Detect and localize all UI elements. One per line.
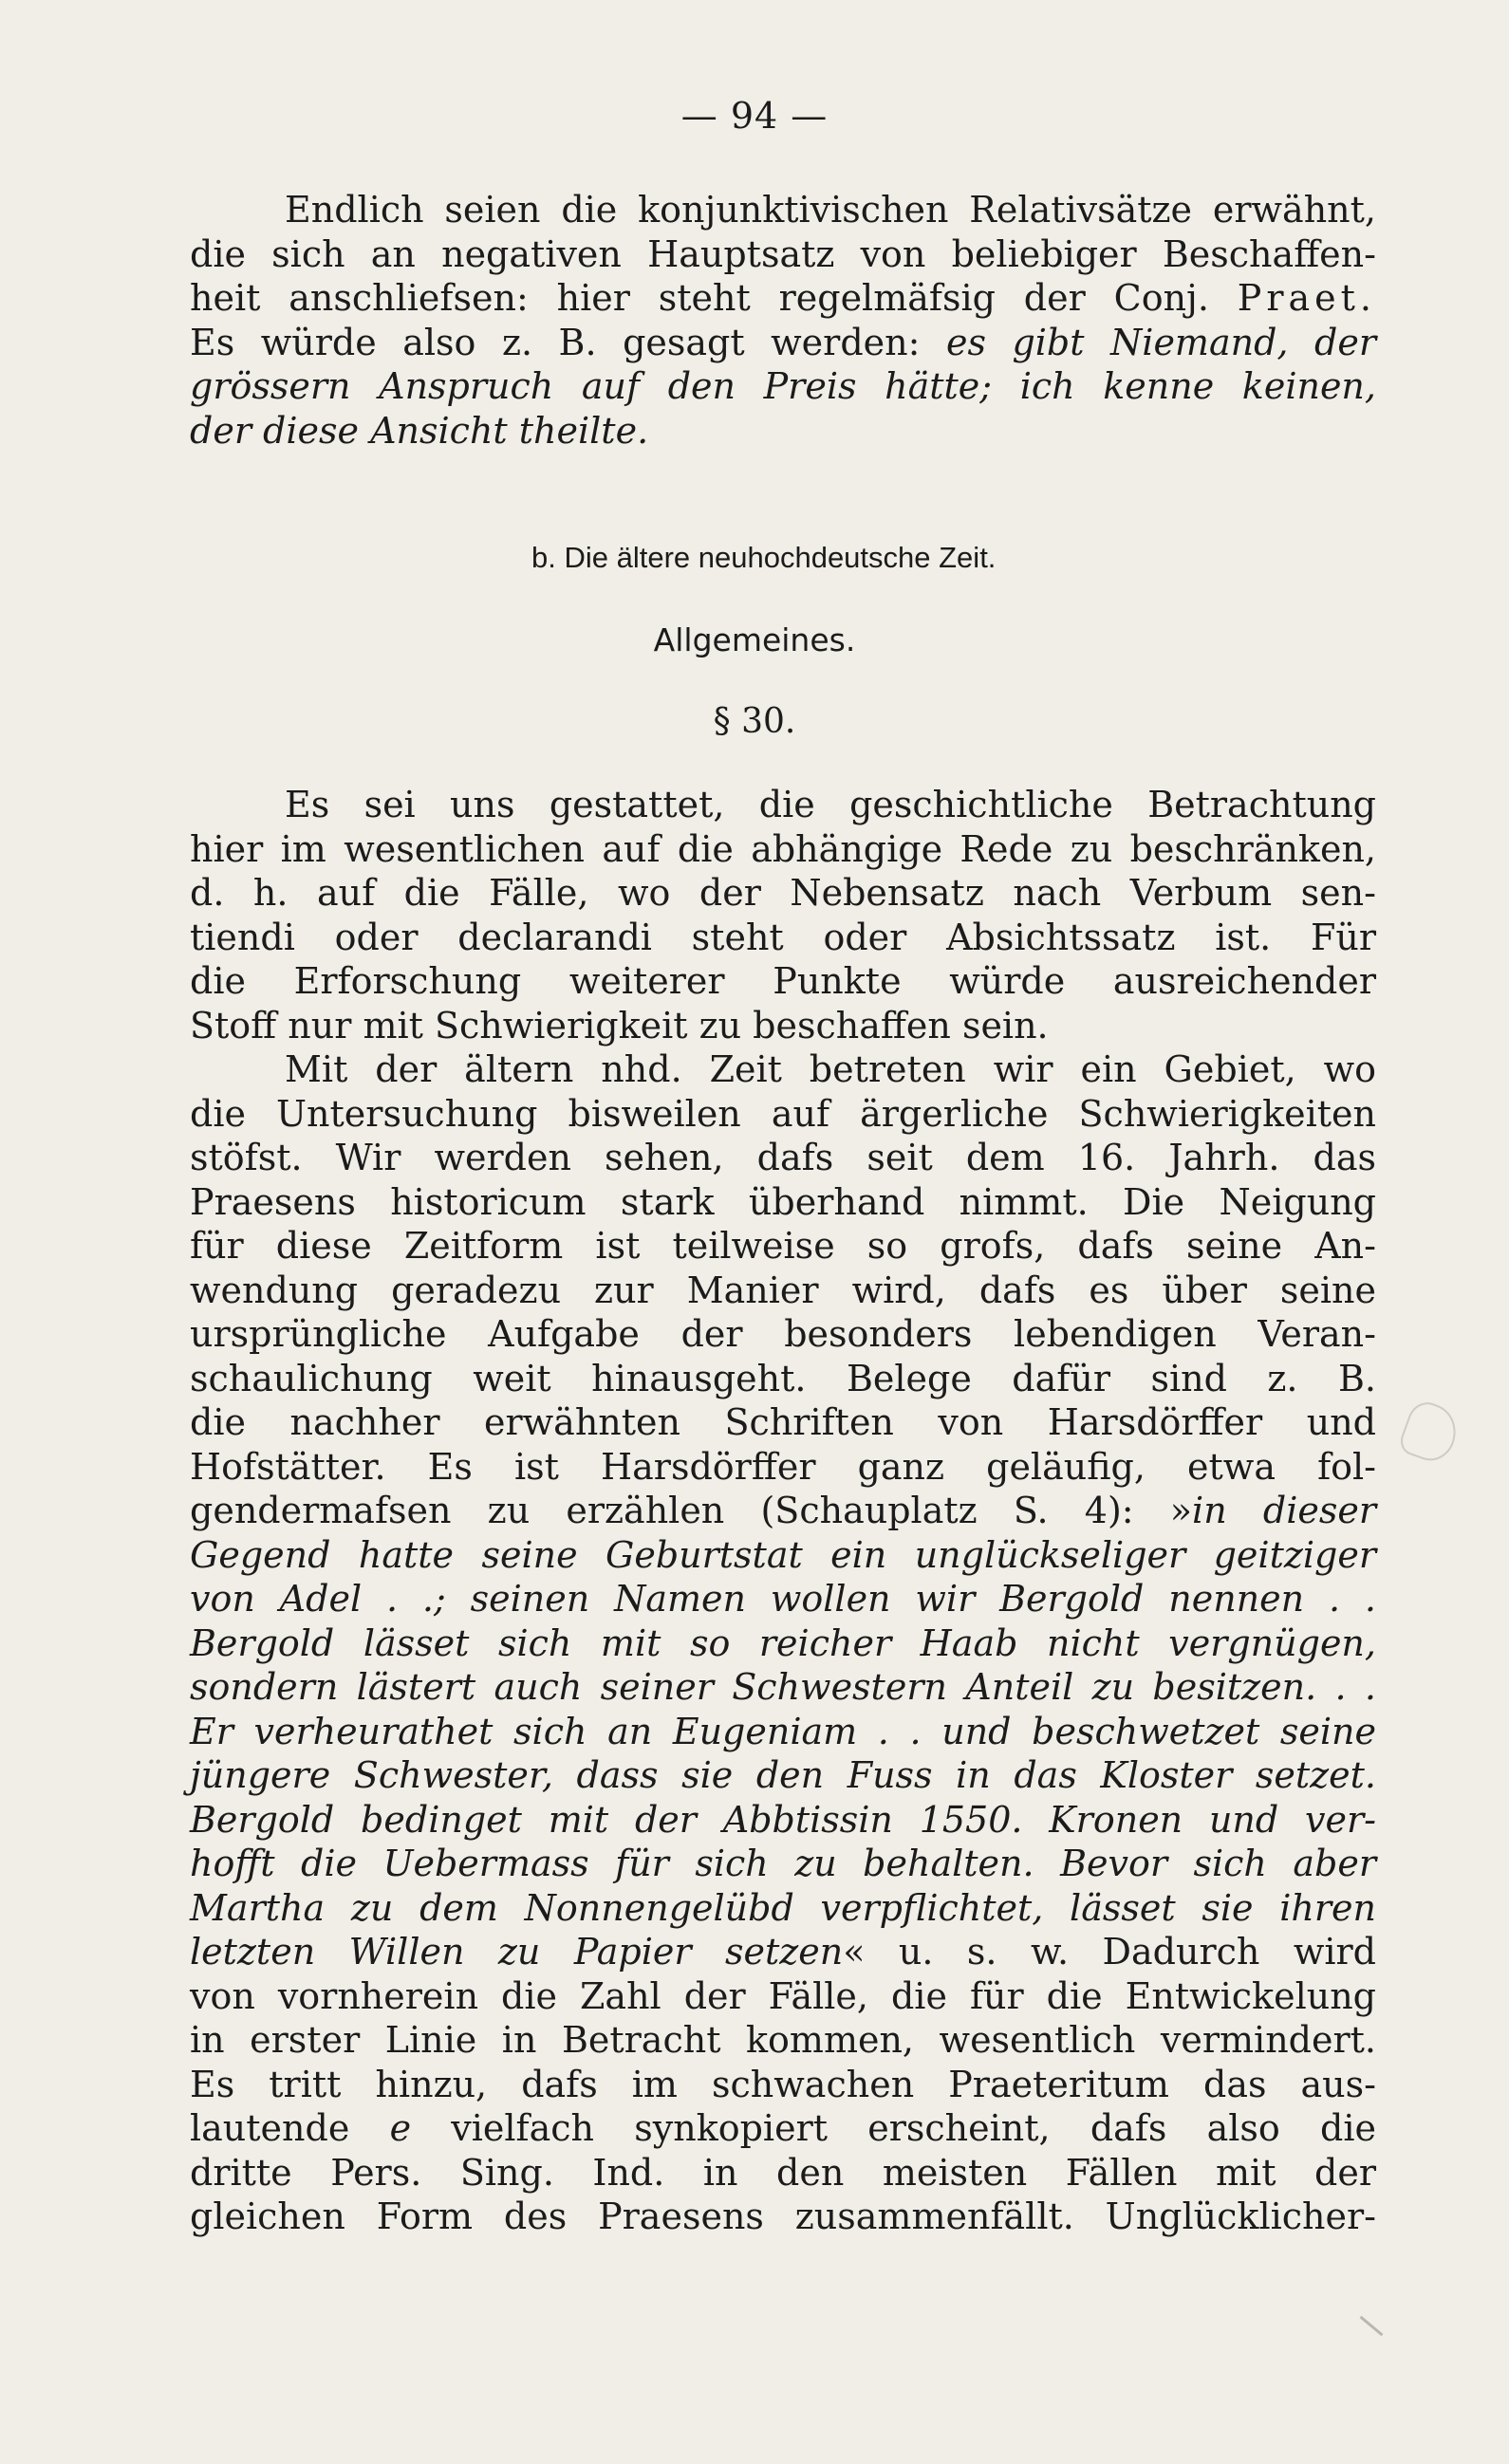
text-line: die Untersuchung bisweilen auf ärgerliche Schwierigkeiten	[190, 1092, 1376, 1135]
italic-example: der diese Ansicht theilte.	[190, 409, 649, 452]
margin-pencil-mark	[1360, 2316, 1384, 2337]
text-line: dritte Pers. Sing. Ind. in den meisten Fällen mit der	[190, 2151, 1376, 2194]
text-line	[190, 409, 1376, 454]
italic-letter: e	[389, 2107, 412, 2149]
section-number: § 30.	[713, 702, 796, 741]
section-heading: b. Die ältere neuhochdeutsche Zeit.	[531, 541, 997, 574]
text-line: tiendi oder declarandi steht oder Absichtssatz ist. Für	[190, 916, 1376, 958]
text-line: in erster Linie in Betracht kommen, wesentlich vermindert.	[190, 2019, 1376, 2061]
text-span: « u. s. w. Dadurch wird	[843, 1931, 1376, 1973]
text-line: Praesens historicum stark überhand nimmt. Die Neigung	[190, 1180, 1376, 1223]
text-line: die Erforschung weiterer Punkte würde ausreichender	[190, 960, 1376, 1002]
text-span: vielfach synkopiert erscheint, dafs also die	[411, 2107, 1376, 2149]
italic-quote: Martha zu dem Nonnengelübd verpflichtet, lässet sie ihren	[190, 1886, 1376, 1929]
text-line	[190, 1665, 1376, 1710]
italic-example: es gibt Niemand, der	[945, 321, 1376, 363]
italic-quote: Bergold bedinget mit der Abbtissin 1550. Kronen und ver-	[190, 1798, 1376, 1841]
text-line	[190, 1577, 1376, 1621]
text-line: Endlich seien die konjunktivischen Relativsätze erwähnt,	[285, 189, 1376, 231]
text-line	[190, 321, 1376, 365]
paragraph-allgemeines	[190, 783, 1376, 2239]
text-line: von vornherein die Zahl der Fälle, die für die Entwickelung	[190, 1974, 1376, 2017]
text-line	[190, 1621, 1376, 1666]
text-line: Es tritt hinzu, dafs im schwachen Praeteritum das aus-	[190, 2063, 1376, 2105]
text-span: Es würde also z. B. gesagt werden:	[190, 321, 946, 363]
text-line	[190, 1930, 1376, 1974]
text-line: wendung geradezu zur Manier wird, dafs es über seine	[190, 1269, 1376, 1311]
text-span: lautende	[190, 2107, 390, 2149]
text-line: die nachher erwähnten Schriften von Harsdörffer und	[190, 1401, 1376, 1443]
text-line	[190, 2106, 1376, 2151]
text-line	[190, 1886, 1376, 1931]
emphasis-praet: Praet.	[1237, 277, 1376, 319]
italic-quote: sondern lästert auch seiner Schwestern Anteil zu besitzen. . .	[190, 1666, 1376, 1708]
italic-quote: Gegend hatte seine Geburtstat ein unglückseliger geitziger	[190, 1533, 1376, 1576]
italic-example: grössern Anspruch auf den Preis hätte; ich kenne keinen,	[190, 365, 1376, 407]
text-line: gleichen Form des Praesens zusammenfällt. Unglücklicher-	[190, 2195, 1376, 2237]
text-line	[190, 1842, 1376, 1886]
text-line	[190, 1489, 1376, 1533]
paragraph-relativsaetze	[190, 188, 1376, 453]
text-line: die sich an negativen Hauptsatz von beliebiger Beschaffen-	[190, 232, 1376, 275]
text-line: ursprüngliche Aufgabe der besonders lebendigen Veran-	[190, 1313, 1376, 1355]
italic-quote: letzten Willen zu Papier setzen	[190, 1931, 844, 1973]
italic-quote: hofft die Uebermass für sich zu behalten. Bevor sich aber	[190, 1843, 1376, 1884]
italic-quote: in dieser	[1192, 1490, 1376, 1531]
text-line	[190, 276, 1376, 321]
text-line: stöfst. Wir werden sehen, dafs seit dem 16. Jahrh. das	[190, 1137, 1376, 1178]
italic-quote: jüngere Schwester, dass sie den Fuss in das Kloster setzet.	[190, 1754, 1376, 1796]
text-line	[190, 1533, 1376, 1578]
text-line: Hofstätter. Es ist Harsdörffer ganz geläufig, etwa fol-	[190, 1445, 1376, 1488]
text-line: schaulichung weit hinausgeht. Belege dafür sind z. B.	[190, 1357, 1376, 1399]
text-line: hier im wesentlichen auf die abhängige Rede zu beschränken,	[190, 827, 1376, 870]
text-line: Mit der ältern nhd. Zeit betreten wir ein Gebiet, wo	[285, 1048, 1376, 1090]
text-line: Stoff nur mit Schwierigkeit zu beschaffen sein.	[190, 1004, 1049, 1047]
page-number: — 94 —	[680, 95, 829, 137]
text-span: gendermafsen zu erzählen (Schauplatz S. 4): »	[190, 1490, 1193, 1531]
text-line: für diese Zeitform ist teilweise so grofs, dafs seine An-	[190, 1225, 1376, 1267]
text-line: d. h. auf die Fälle, wo der Nebensatz nach Verbum sen-	[190, 872, 1376, 914]
italic-quote: von Adel . .; seinen Namen wollen wir Bergold nennen . .	[190, 1578, 1376, 1620]
text-line	[190, 364, 1376, 409]
text-line	[190, 1710, 1376, 1754]
text-line	[190, 1753, 1376, 1798]
margin-pencil-mark	[1397, 1398, 1464, 1468]
text-span: heit anschliefsen: hier steht regelmäfsig der Conj.	[190, 277, 1238, 319]
italic-quote: Er verheurathet sich an Eugeniam . . und beschwetzet seine	[190, 1710, 1376, 1752]
italic-quote: Bergold lässet sich mit so reicher Haab nicht vergnügen,	[190, 1621, 1376, 1664]
text-line: Es sei uns gestattet, die geschichtliche Betrachtung	[285, 784, 1376, 825]
sub-heading: Allgemeines.	[653, 621, 856, 658]
text-line	[190, 1798, 1376, 1843]
